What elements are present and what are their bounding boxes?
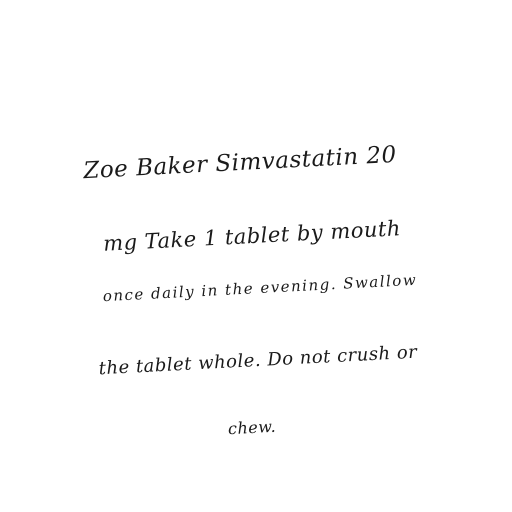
label-line-4: the tablet whole. Do not crush or	[98, 341, 418, 380]
label-line-1: Zoe Baker Simvastatin 20	[82, 141, 398, 185]
label-line-5: chew.	[227, 416, 277, 439]
label-line-3: once daily in the evening. Swallow	[102, 270, 418, 306]
label-line-2: mg Take 1 tablet by mouth	[102, 216, 402, 256]
